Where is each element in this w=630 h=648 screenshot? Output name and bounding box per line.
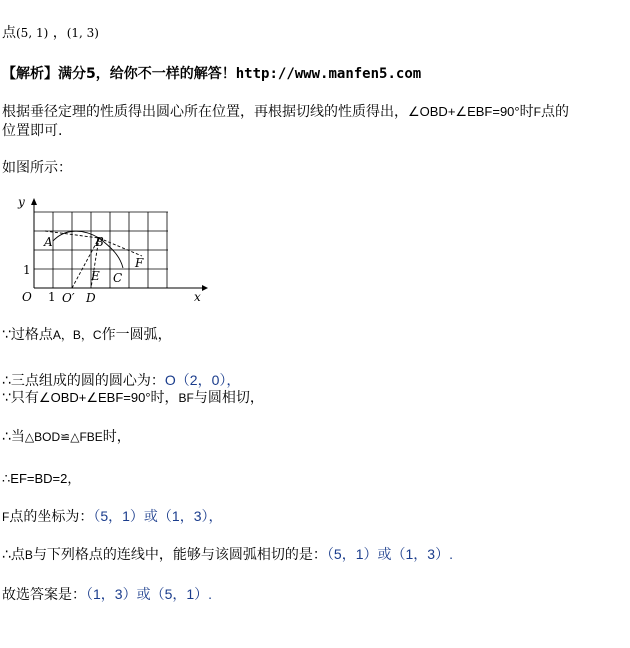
solution-line-8 bbox=[2, 585, 212, 604]
dashed-bf bbox=[99, 238, 142, 256]
label-d: D bbox=[86, 291, 96, 305]
label-o-prime: O′ bbox=[62, 291, 75, 305]
sol1-text-a: ∵过格点 bbox=[2, 327, 53, 343]
analysis-text-3: 点的 bbox=[540, 104, 569, 120]
label-f: F bbox=[135, 256, 144, 270]
sol7-b: B bbox=[24, 548, 33, 562]
analysis-line-2: 位置即可. bbox=[2, 123, 63, 139]
sol3-text-c: 与圆相切， bbox=[193, 390, 264, 406]
site-url[interactable]: http://www.manfen5.com bbox=[235, 66, 422, 82]
sol3-text-a: ∵只有 bbox=[2, 390, 39, 406]
sol3-bf: BF bbox=[178, 391, 194, 405]
sol1-text-b: 作一圆弧， bbox=[101, 327, 172, 343]
sol6-text: 点的坐标为： bbox=[9, 509, 94, 525]
circle-arc bbox=[53, 231, 123, 268]
label-c: C bbox=[113, 271, 123, 285]
sol3-text-b: 时， bbox=[150, 390, 179, 406]
label-y: y bbox=[18, 196, 25, 209]
analysis-text-2: 时 bbox=[519, 104, 534, 120]
solution-line-1 bbox=[2, 326, 172, 344]
label-e: E bbox=[91, 269, 100, 283]
analysis-point: F bbox=[533, 105, 541, 119]
sol3-formula: ∠OBD+∠EBF=90° bbox=[38, 390, 151, 405]
x-axis-arrow bbox=[202, 285, 208, 291]
sol8-values: （1，3）或（5，1）. bbox=[86, 586, 213, 602]
sol4-formula: △BOD≌△FBE bbox=[24, 430, 103, 444]
solution-line-2 bbox=[2, 371, 240, 390]
top-point-b: (1, 3) bbox=[66, 26, 99, 40]
label-b: B bbox=[95, 235, 104, 249]
label-a: A bbox=[44, 235, 53, 249]
solution-line-6 bbox=[2, 507, 223, 526]
top-separator: ， bbox=[52, 25, 67, 41]
solution-line-5: ∴EF=BD=2， bbox=[2, 471, 81, 486]
solution-line-3 bbox=[2, 389, 264, 407]
sol2-text: ∴三点组成的圆的圆心为： bbox=[2, 373, 165, 389]
y-axis-arrow bbox=[31, 198, 37, 205]
label-x: x bbox=[194, 290, 201, 304]
analysis-header bbox=[2, 65, 421, 83]
label-origin: O bbox=[22, 290, 32, 304]
coordinate-figure bbox=[12, 196, 212, 308]
label-x-one: 1 bbox=[48, 290, 56, 304]
figure-intro: 如图所示： bbox=[2, 160, 72, 176]
sol8-text: 故选答案是： bbox=[2, 587, 86, 603]
sol4-text-b: 时， bbox=[102, 429, 131, 445]
sol4-text-a: ∴当 bbox=[2, 429, 25, 445]
sol7-text-c: 与下列格点的连线中，能够与该圆弧相切的是： bbox=[32, 547, 327, 563]
tagline: 满分5，给你不一样的解答！ bbox=[58, 66, 236, 82]
top-prefix: 点 bbox=[2, 25, 16, 41]
top-point-a: (5, 1) bbox=[16, 26, 49, 40]
sol6-values: （5，1）或（1，3）， bbox=[93, 508, 223, 524]
sol7-values: （5，1）或（1，3）. bbox=[326, 546, 453, 562]
solution-line-7 bbox=[2, 545, 453, 564]
solution-line-4 bbox=[2, 428, 131, 446]
sol7-text-a: ∴点 bbox=[2, 547, 25, 563]
analysis-text-1: 根据垂径定理的性质得出圆心所在位置，再根据切线的性质得出， bbox=[2, 104, 408, 120]
sol6-f: F bbox=[2, 510, 10, 524]
sol1-points: A，B，C bbox=[52, 328, 102, 342]
grid bbox=[34, 212, 168, 288]
label-y-one: 1 bbox=[23, 263, 31, 277]
sol2-center: O（2，0）， bbox=[164, 372, 241, 388]
analysis-formula: ∠OBD+∠EBF=90° bbox=[408, 104, 520, 119]
bracket-label: 【解析】 bbox=[2, 66, 58, 82]
top-answer-line bbox=[2, 24, 99, 42]
analysis-line-1 bbox=[2, 103, 569, 121]
